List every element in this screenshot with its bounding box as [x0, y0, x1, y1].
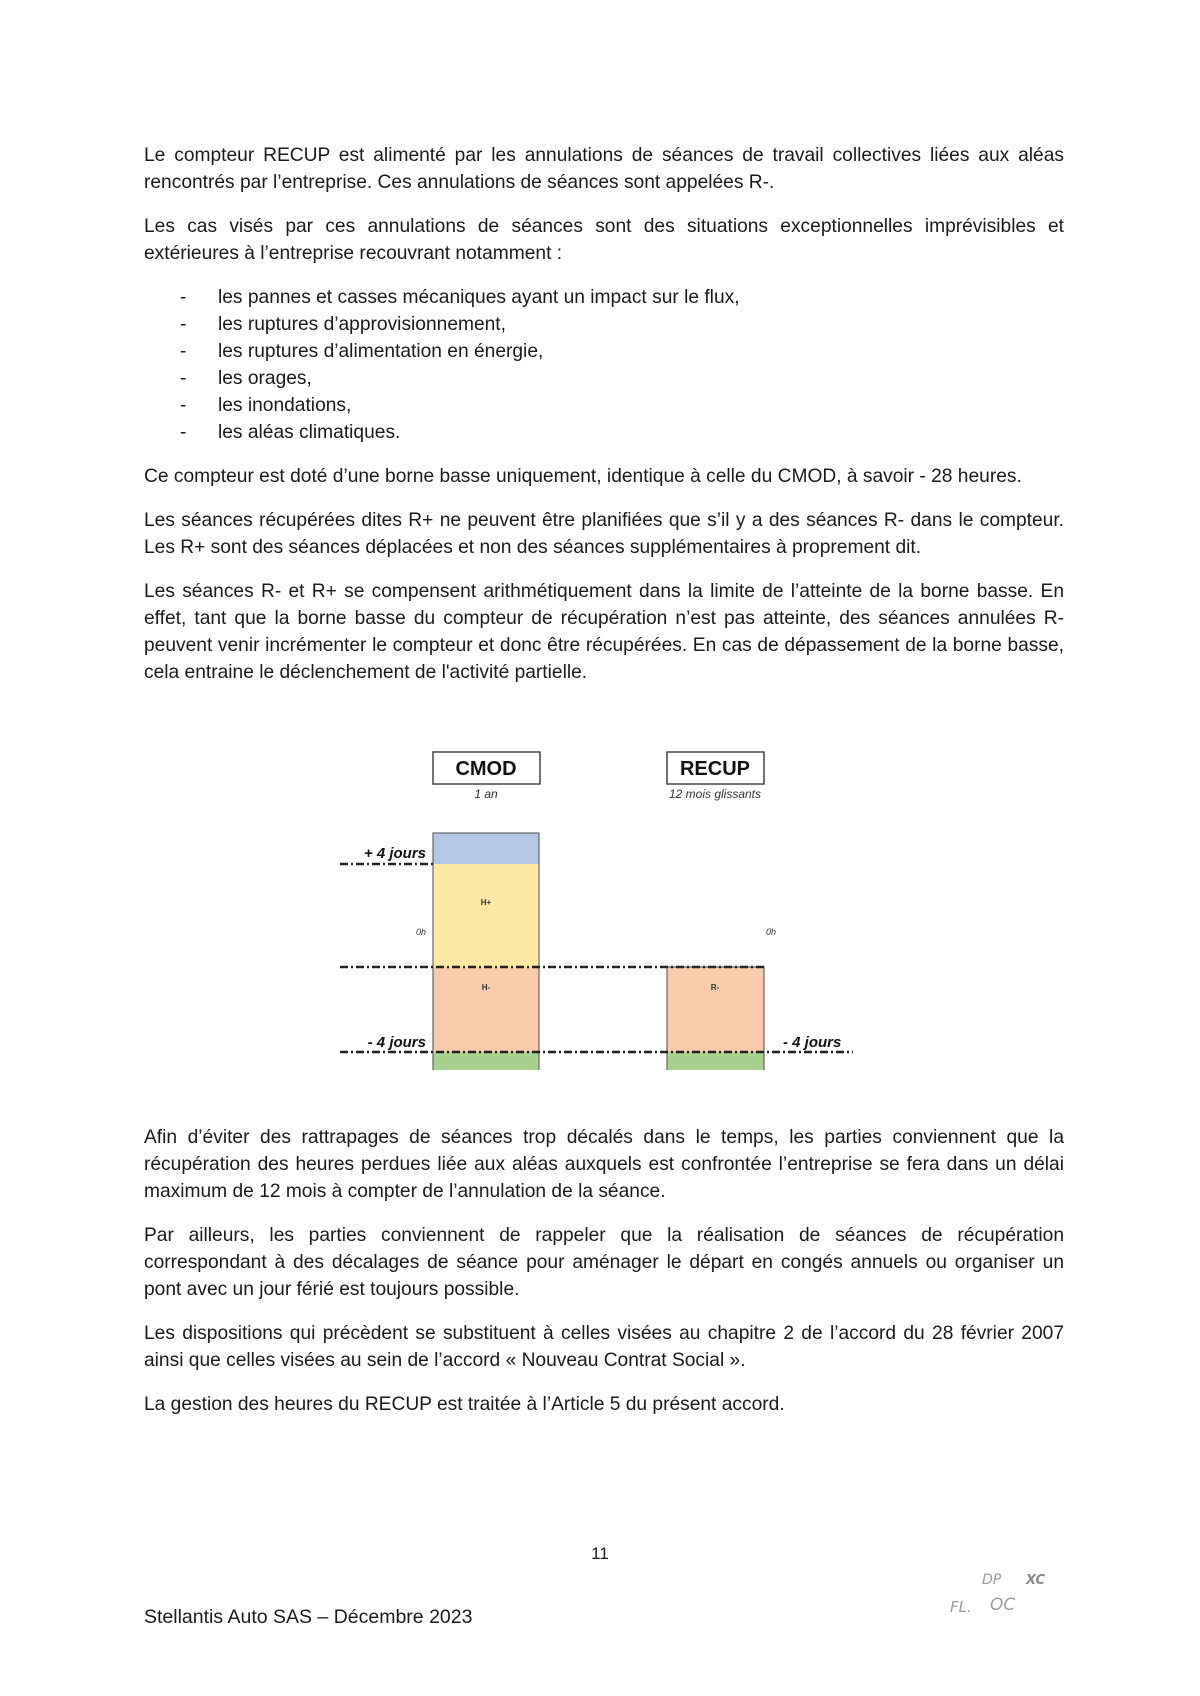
body-text-bottom	[144, 1124, 1064, 1418]
paragraph: Les dispositions qui précèdent se substituent à celles visées au chapitre 2 de l’accord du 28 février 2007 ainsi que celles visées au sein de l’accord « Nouveau Contrat Social ».	[144, 1323, 1064, 1371]
initials-oc: OC	[990, 1595, 1016, 1615]
paragraph: Le compteur RECUP est alimenté par les annulations de séances de travail collectives liées aux aléas rencontrés par l’entreprise. Ces annulations de séances sont appelées R-.	[144, 145, 1064, 193]
list-item: - les ruptures d’alimentation en énergie,	[144, 338, 1064, 365]
page-number: 11	[591, 1544, 609, 1563]
list-item: - les orages,	[144, 365, 1064, 392]
paragraph: Les séances R- et R+ se compensent arithmétiquement dans la limite de l’atteinte de la borne basse. En effet, tant que la borne basse du compteur de récupération n’est pas atteinte, des séances annulées R- peuvent venir incrémenter le compteur et donc être récupérées. En cas de dépassement de la borne basse, cela entraine le déclenchement de l'activité partielle.	[144, 581, 1064, 683]
list-item: - les pannes et casses mécaniques ayant un impact sur le flux,	[144, 284, 1064, 311]
cmod-hminus-segment	[433, 967, 539, 1052]
bullet-list	[144, 284, 1064, 446]
lower-bound-label-right: - 4 jours	[783, 1034, 842, 1051]
zero-label-left: 0h	[415, 927, 426, 937]
recup-rminus-segment	[667, 967, 764, 1052]
paragraph: Ce compteur est doté d’une borne basse uniquement, identique à celle du CMOD, à savoir - 28 heures.	[144, 466, 1022, 487]
recup-subtitle: 12 mois glissants	[668, 787, 762, 801]
zero-label-right: 0h	[765, 927, 777, 937]
initials-fl: FL.	[950, 1598, 972, 1616]
hminus-label: H-	[481, 983, 491, 992]
footer-text: Stellantis Auto SAS – Décembre 2023	[144, 1606, 473, 1628]
list-item: - les inondations,	[144, 392, 1064, 419]
upper-bound-label: + 4 jours	[363, 845, 426, 862]
initials-xc: XC	[1026, 1573, 1046, 1588]
list-item: - les ruptures d’approvisionnement,	[144, 311, 1064, 338]
cmod-lower-green-segment	[433, 1052, 539, 1070]
paragraph: Les séances récupérées dites R+ ne peuvent être planifiées que s’il y a des séances R- dans le compteur. Les R+ sont des séances déplacées et non des séances supplémentaires à proprement dit.	[144, 510, 1064, 558]
body-text-top	[144, 142, 1064, 686]
hplus-label: H+	[480, 898, 492, 907]
list-item: - les aléas climatiques.	[144, 419, 1064, 446]
recup-title: RECUP	[679, 758, 751, 780]
cmod-upper-blue-segment	[433, 833, 539, 864]
handwritten-initials	[946, 1566, 1066, 1622]
lower-bound-label-left: - 4 jours	[367, 1034, 426, 1051]
paragraph: Par ailleurs, les parties conviennent de rappeler que la réalisation de séances de récupération correspondant à des décalages de séance pour aménager le départ en congés annuels ou organiser un pont avec un jour férié est toujours possible.	[144, 1225, 1064, 1300]
paragraph: Les cas visés par ces annulations de séances sont des situations exceptionnelles imprévisibles et extérieures à l’entreprise recouvrant notamment :	[144, 216, 1064, 264]
cmod-hplus-segment	[433, 864, 539, 967]
cmod-subtitle: 1 an	[474, 787, 498, 801]
initials-dp: DP	[982, 1572, 1002, 1588]
cmod-title: CMOD	[455, 758, 517, 780]
paragraph: Afin d’éviter des rattrapages de séances trop décalés dans le temps, les parties conviennent que la récupération des heures perdues liée aux aléas auxquels est confrontée l’entreprise se fera dans un délai maximum de 12 mois à compter de l’annulation de la séance.	[144, 1127, 1064, 1202]
rminus-label: R-	[710, 983, 720, 992]
recup-lower-green-segment	[667, 1052, 764, 1070]
paragraph: La gestion des heures du RECUP est traitée à l’Article 5 du présent accord.	[144, 1394, 785, 1415]
counter-diagram	[0, 740, 1200, 1070]
